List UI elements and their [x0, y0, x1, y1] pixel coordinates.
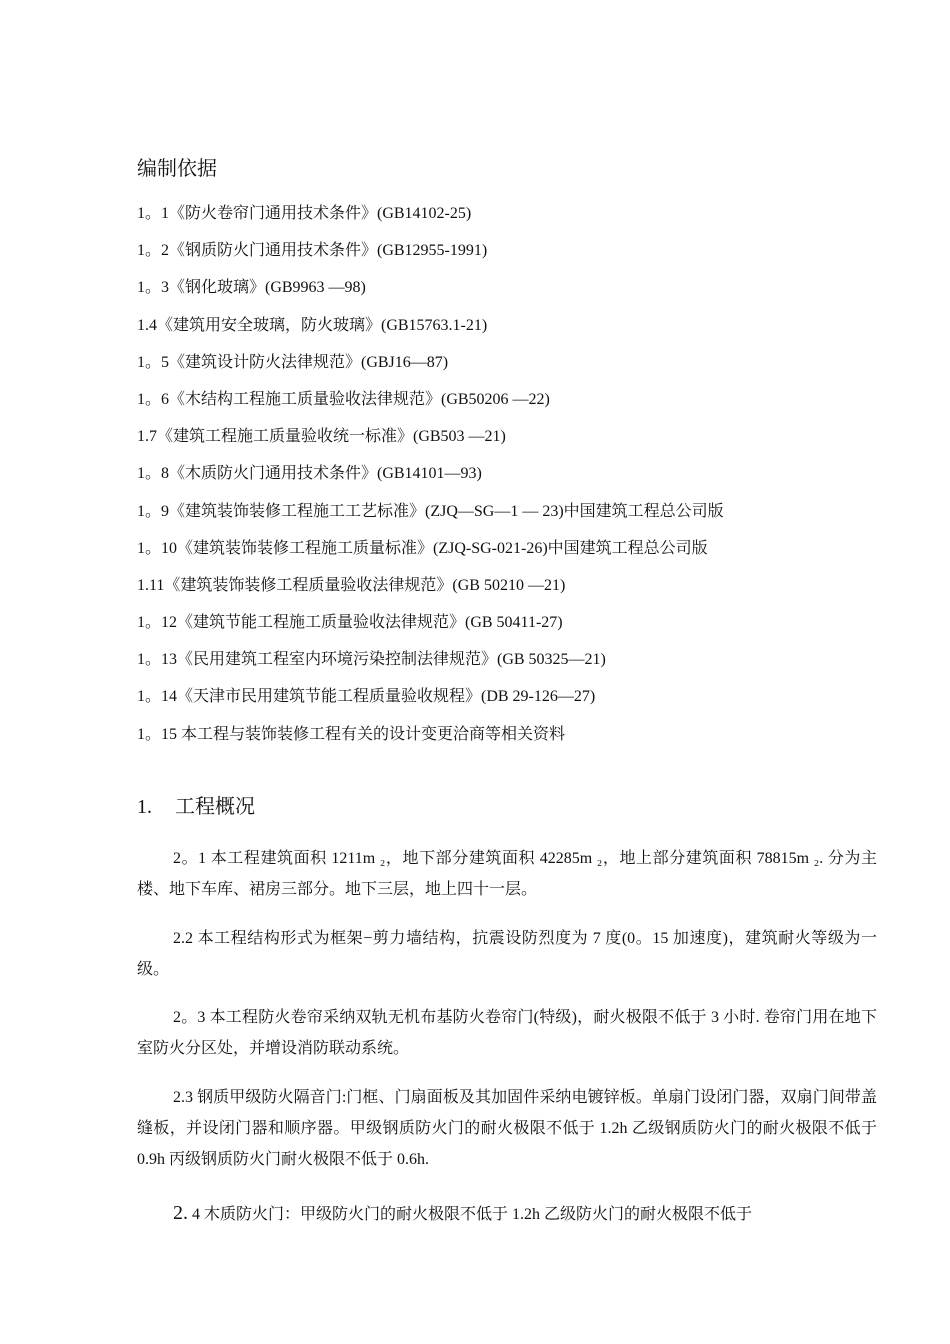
- section-title-basis: 编制依据: [137, 158, 217, 180]
- paragraph-fire-shutter: 2。3 本工程防火卷帘采纳双轨无机布基防火卷帘门(特级)，耐火极限不低于 3 小时. 卷帘门用在地下室防火分区处，并增设消防联动系统。: [137, 1009, 877, 1057]
- reference-item: 1。14《天津市民用建筑节能工程质量验收规程》(DB 29-126—27): [137, 688, 596, 706]
- section-title-overview: [137, 795, 255, 819]
- reference-item: 1。8《木质防火门通用技术条件》(GB14101—93): [137, 465, 482, 483]
- section-number: 1.: [137, 796, 152, 818]
- reference-item: 1。15 本工程与装饰装修工程有关的设计变更洽商等相关资料: [137, 725, 566, 743]
- paragraph-structure: 2.2 本工程结构形式为框架−剪力墙结构，抗震设防烈度为 7 度(0。15 加速度)，建筑耐火等级为一级。: [137, 930, 877, 978]
- reference-item: 1。12《建筑节能工程施工质量验收法律规范》(GB 50411-27): [137, 614, 563, 632]
- paragraph-text: 4 木质防火门：甲级防火门的耐火极限不低于 1.2h 乙级防火门的耐火极限不低于: [188, 1206, 753, 1223]
- reference-item: 1。2《钢质防火门通用技术条件》(GB12955-1991): [137, 242, 488, 260]
- paragraph-area: 2。1 本工程建筑面积 1211m ₂，地下部分建筑面积 42285m ₂，地上部分建筑面积 78815m ₂. 分为主楼、地下车库、裙房三部分。地下三层，地上四十一层。: [137, 850, 877, 898]
- reference-item: 1。3《钢化玻璃》(GB9963 —98): [137, 279, 366, 297]
- section-title-text: 工程概况: [175, 796, 255, 818]
- reference-item: 1.4《建筑用安全玻璃，防火玻璃》(GB15763.1-21): [137, 316, 488, 334]
- reference-item: 1。10《建筑装饰装修工程施工质量标准》(ZJQ-SG-021-26)中国建筑工程总公司版: [137, 539, 708, 557]
- reference-list: [137, 202, 724, 760]
- paragraph-wood-door: [137, 1198, 877, 1230]
- reference-item: 1。9《建筑装饰装修工程施工工艺标准》(ZJQ—SG—1 — 23)中国建筑工程总公司版: [137, 502, 724, 520]
- reference-item: 1。13《民用建筑工程室内环境污染控制法律规范》(GB 50325—21): [137, 651, 606, 669]
- reference-item: 1。5《建筑设计防火法律规范》(GBJ16—87): [137, 353, 449, 371]
- reference-item: 1。6《木结构工程施工质量验收法律规范》(GB50206 —22): [137, 390, 550, 408]
- paragraph-steel-door: 2.3 钢质甲级防火隔音门:门框、门扇面板及其加固件采纳电镀锌板。单扇门设闭门器，双扇门间带盖缝板，并设闭门器和顺序器。甲级钢质防火门的耐火极限不低于 1.2h 乙级钢质防火门的耐火极限不低于 0.9h 丙级钢质防火门耐火极限不低于 0.6h.: [137, 1089, 877, 1168]
- reference-item: 1.11《建筑装饰装修工程质量验收法律规范》(GB 50210 —21): [137, 576, 566, 594]
- reference-item: 1。1《防火卷帘门通用技术条件》(GB14102-25): [137, 205, 472, 222]
- reference-item: 1.7《建筑工程施工质量验收统一标准》(GB503 —21): [137, 428, 506, 446]
- paragraph-number: 2.: [173, 1202, 188, 1224]
